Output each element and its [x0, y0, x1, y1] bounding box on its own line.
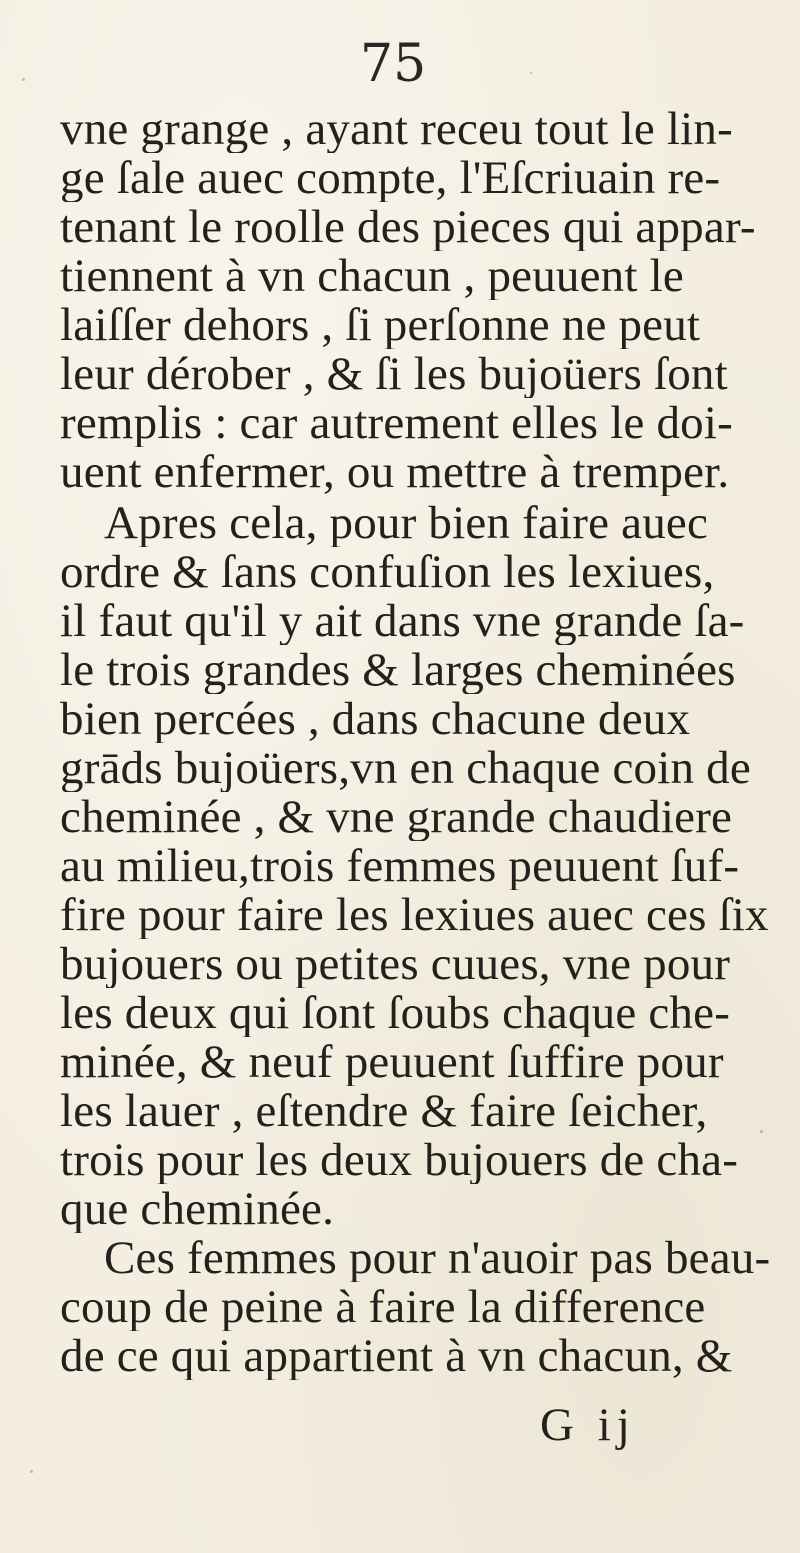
text-line: remplis : car autrement elles le doi-	[60, 400, 733, 447]
text-line: bujouers ou petites cuues, vne pour	[60, 941, 731, 988]
text-line: tenant le roolle des pieces qui appar-	[60, 204, 756, 251]
text-line: coup de peine à faire la difference	[60, 1284, 706, 1331]
text-line: ge ſale auec compte, l'Eſcriuain re-	[60, 155, 721, 202]
paper-speck	[760, 1130, 763, 1133]
text-line: ordre & ſans confuſion les lexiues,	[60, 549, 715, 596]
text-line: trois pour les deux bujouers de cha-	[60, 1137, 739, 1184]
text-line: vne grange , ayant receu tout le lin-	[60, 106, 733, 153]
paper-speck	[30, 1470, 33, 1473]
text-line: leur dérober , & ſi les bujoüers ſont	[60, 351, 728, 398]
text-line: Apres cela, pour bien faire auec	[104, 500, 709, 547]
text-line: de ce qui appartient à vn chacun, &	[60, 1333, 733, 1380]
text-line: uent enfermer, ou mettre à tremper.	[60, 449, 730, 496]
text-line: Ces femmes pour n'auoir pas beau-	[104, 1235, 771, 1282]
text-line: au milieu,trois femmes peuuent ſuf-	[60, 843, 740, 890]
paper-speck	[22, 78, 25, 81]
text-line: les lauer , eſtendre & faire ſeicher,	[60, 1088, 708, 1135]
text-line: il faut qu'il y ait dans vne grande ſa-	[60, 598, 745, 645]
page-number: 75	[360, 34, 427, 94]
text-line: que cheminée.	[60, 1186, 335, 1233]
text-line: fire pour faire les lexiues auec ces ſix	[60, 892, 769, 939]
signature-mark: G ij	[540, 1399, 636, 1451]
text-line: les deux qui ſont ſoubs chaque che-	[60, 990, 731, 1037]
text-line: le trois grandes & larges cheminées	[60, 647, 736, 694]
text-line: grāds bujoüers,vn en chaque coin de	[60, 745, 751, 792]
text-line: cheminée , & vne grande chaudiere	[60, 794, 733, 841]
text-line: laiſſer dehors , ſi perſonne ne peut	[60, 302, 701, 349]
paper-speck	[530, 72, 532, 74]
text-line: minée, & neuf peuuent ſuffire pour	[60, 1039, 724, 1086]
text-line: bien percées , dans chacune deux	[60, 696, 691, 743]
text-line: tiennent à vn chacun , peuuent le	[60, 253, 684, 300]
